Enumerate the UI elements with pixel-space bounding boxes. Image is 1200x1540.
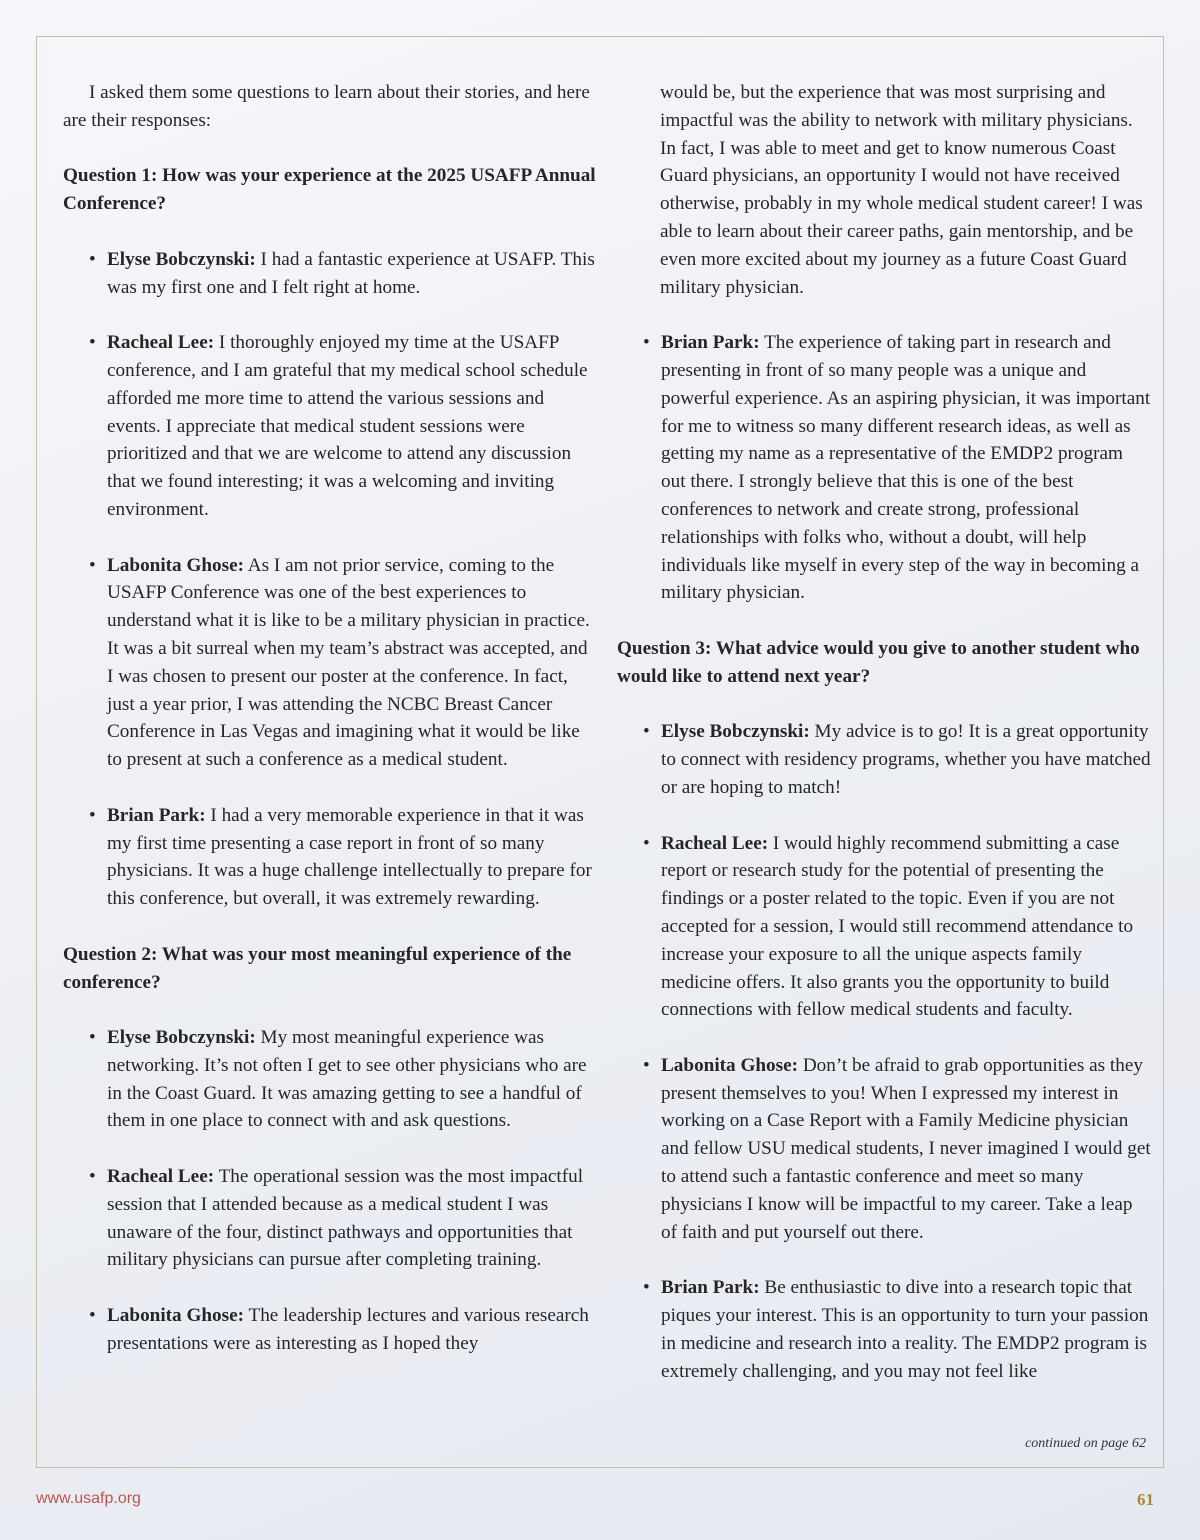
list-item [617,1052,1152,1247]
list-item [63,329,598,524]
list-item [617,1274,1152,1385]
respondent-name: Elyse Bobczynski: [107,1027,256,1049]
bullet-icon: • [643,721,650,743]
bullet-icon: • [89,332,96,354]
respondent-name: Elyse Bobczynski: [661,721,810,743]
footer-url-link[interactable]: www.usafp.org [36,1490,141,1507]
answer-text: I had a fantastic experience at USAFP. This was my first one and I felt right at home. [107,248,595,298]
list-item [63,1163,598,1274]
respondent-name: Racheal Lee: [661,832,769,854]
answer-text: The operational session was the most impactful session that I attended because as a medical student I was unaware of the four, distinct pathways and opportunities that military physicians can pursue after completing training. [107,1166,584,1271]
answer-text: The leadership lectures and various research presentations were as interesting as I hoped they [107,1305,589,1354]
answer-text: Be enthusiastic to dive into a research topic that piques your interest. This is an opportunity to turn your passion in medicine and research into a reality. The EMDP2 program is extremely challenging, and you may not feel like [661,1277,1149,1382]
list-item [617,718,1152,801]
list-item [617,329,1152,607]
respondent-name: Labonita Ghose: [661,1054,799,1076]
list-item [63,246,598,302]
question-3-heading: Question 3: What advice would you give to another student who would like to attend next year? [617,637,1140,687]
right-column [617,79,1152,1413]
bullet-icon: • [89,1166,96,1188]
respondent-name: Brian Park: [661,332,760,354]
bullet-icon: • [643,832,650,854]
intro-paragraph: I asked them some questions to learn about their stories, and here are their responses: [63,82,590,131]
question-2-answers-continued [617,329,1152,607]
question-2-heading: Question 2: What was your most meaningful experience of the conference? [63,943,572,993]
respondent-name: Elyse Bobczynski: [107,248,256,270]
answer-text: My advice is to go! It is a great opportunity to connect with residency programs, whether you have matched or are hoping to match! [661,721,1151,798]
bullet-icon: • [89,1027,96,1049]
question-1-answers [63,246,598,913]
bullet-icon: • [89,248,96,270]
answer-text: I would highly recommend submitting a case report or research study for the potential of presenting the findings or a poster related to the topic. Even if you are not accepted for a session, I would still recommend attendance to increase your exposure to all the unique aspects family medicine offers. It also grants you the opportunity to build connections with fellow medical students and faculty. [661,832,1134,1021]
answer-text: I thoroughly enjoyed my time at the USAFP conference, and I am grateful that my medical school schedule afforded me more time to attend the various sessions and events. I appreciate that medical student sessions were prioritized and that we are welcome to attend any discussion that we found interesting; it was a welcoming and inviting environment. [107,332,588,520]
bullet-icon: • [89,804,96,826]
bullet-icon: • [643,332,650,354]
respondent-name: Racheal Lee: [107,332,215,354]
respondent-name: Labonita Ghose: [107,554,245,576]
answer-text: My most meaningful experience was networking. It’s not often I get to see other physicians who are in the Coast Guard. It was amazing getting to see a handful of them in one place to connect with and ask questions. [107,1027,587,1132]
bullet-icon: • [643,1054,650,1076]
bullet-icon: • [89,554,96,576]
list-item [63,552,598,774]
continued-note: continued on page 62 [1025,1436,1146,1451]
question-1-heading: Question 1: How was your experience at the 2025 USAFP Annual Conference? [63,165,596,215]
page-number: 61 [1137,1490,1154,1509]
bullet-icon: • [89,1305,96,1327]
respondent-name: Brian Park: [107,804,206,826]
bullet-icon: • [643,1277,650,1299]
list-item [63,1024,598,1135]
answer-text: As I am not prior service, coming to the USAFP Conference was one of the best experiences to understand what it is like to be a military physician in practice. It was a bit surreal when my team’s abstract was accepted, and I was chosen to present our poster at the conference. In fact, just a year prior, I was attending the NCBC Breast Cancer Conference in Las Vegas and imagining what it would be like to present at such a conference as a medical student. [107,554,590,771]
list-item [63,802,598,913]
left-column [63,79,598,1385]
answer-text: I had a very memorable experience in that it was my first time presenting a case report in front of so many physicians. It was a huge challenge intellectually to prepare for this conference, but overall, it was extremely rewarding. [107,804,592,910]
list-item [617,830,1152,1025]
answer-text: The experience of taking part in research and presenting in front of so many people was a unique and powerful experience. As an aspiring physician, it was important for me to witness so many different research ideas, as well as getting my name as a representative of the EMDP2 program out there. I strongly believe that this is one of the best conferences to network and create strong, professional relationships with folks who, without a doubt, will help individuals like myself in every step of the way in becoming a military physician. [661,332,1151,604]
list-item [63,1302,598,1358]
respondent-name: Labonita Ghose: [107,1305,245,1327]
answer-continuation: would be, but the experience that was most surprising and impactful was the ability to network with military physicians. In fact, I was able to meet and get to know numerous Coast Guard physicians, an opportunity I would not have received otherwise, probably in my whole medical student career! I was able to learn about their career paths, gain mentorship, and be even more excited about my journey as a future Coast Guard military physician. [660,82,1143,298]
respondent-name: Racheal Lee: [107,1166,215,1188]
respondent-name: Brian Park: [661,1277,760,1299]
question-3-answers [617,718,1152,1385]
answer-text: Don’t be afraid to grab opportunities as they present themselves to you! When I expressed my interest in working on a Case Report with a Family Medicine physician and fellow USU medical students, I never imagined I would get to attend such a fantastic conference and meet so many physicians I know will be impactful to my career. Take a leap of faith and put yourself out there. [661,1054,1151,1243]
question-2-answers [63,1024,598,1358]
